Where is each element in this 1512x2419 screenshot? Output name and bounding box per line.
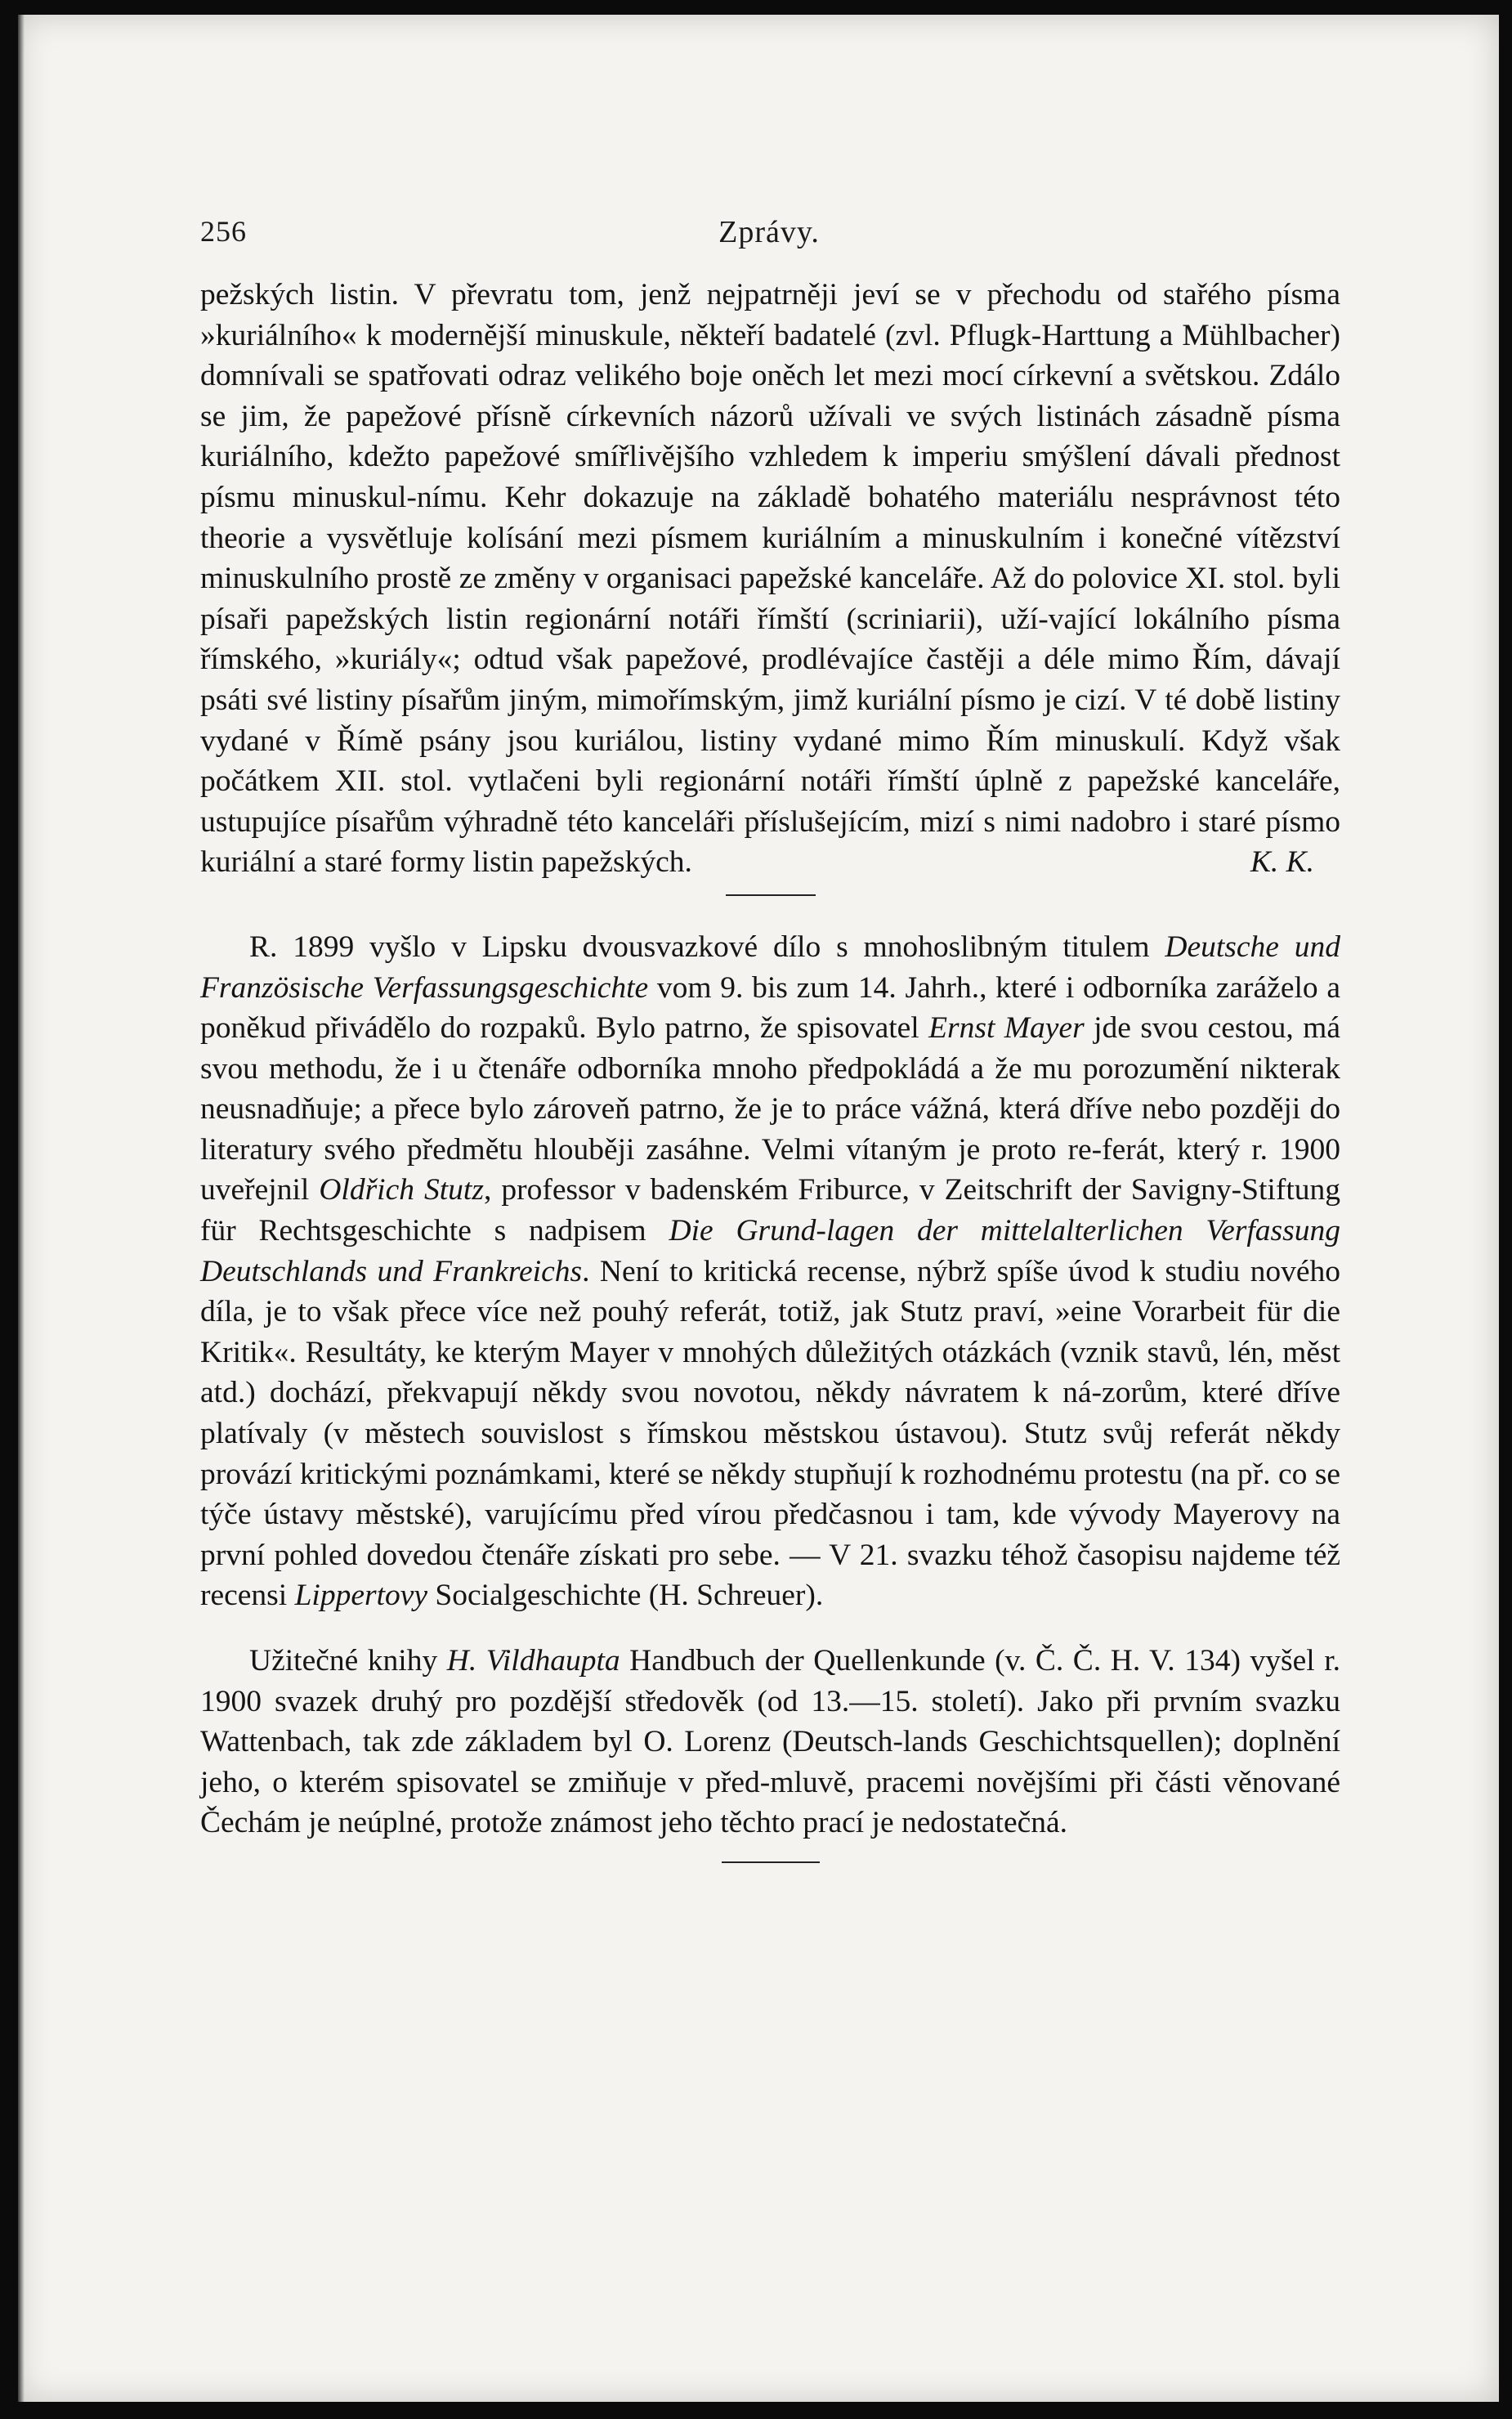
scanned-page: [18, 15, 1499, 2402]
body-text: [200, 275, 1340, 1863]
book-title: Deutsche und Französische Verfassungsgeschichte: [200, 930, 1340, 1005]
paragraph-3-run: Handbuch der Quellenkunde (v. Č. Č. H. V. 134) vyšel r. 1900 svazek druhý pro pozdější středověk (od 13.—15. století). Jako při prvním svazku Wattenbach, tak zde základem byl O. Lorenz (Deutsch-lands Geschichtsquellen); doplnění jeho, o kterém spisovatel se zmiňuje v před-mluvě, pracemi novějšími při části věnované Čechám je neúplné, protože známost jeho těchto prací je nedostatečná.: [200, 1644, 1340, 1840]
paragraph-2: [200, 927, 1340, 1616]
paragraph-2-run: vom 9. bis zum 14. Jahrh., které i odborníka zaráželo a poněkud přivádělo do rozpaků. Bylo patrno, že spisovatel: [200, 970, 1340, 1046]
section-divider: [722, 1861, 820, 1863]
running-head: Zprávy.: [718, 215, 820, 249]
author-name: H. Vildhaupta: [446, 1644, 620, 1678]
paragraph-1-text: pežských listin. V převratu tom, jenž nejpatrněji jeví se v přechodu od stařého písma »kuriálního« k modernější minuskule, někteří badatelé (zvl. Pflugk-Harttung a Mühlbacher) domnívali se spatřovati odraz velikého boje oněch let mezi mocí církevní a světskou. Zdálo se jim, že papežové přísně církevních názorů užívali ve svých listinách zásadně písma kuriálního, kdežto papežové smířlivějšího vzhledem k imperiu smýšlení dávali přednost písmu minuskul-nímu. Kehr dokazuje na základě bohatého materiálu nesprávnost této theorie a vysvětluje kolísání mezi písmem kuriálním a minuskulním i konečné vítězství minuskulního prostě ze změny v organisaci papežské kanceláře. Až do polovice XI. stol. byli písaři papežských listin regionární notáři římští (scriniarii), uží-vající lokálního písma římského, »kuriály«; odtud však papežové, prodlévajíce častěji a déle mimo Řím, dávají psáti své listiny písařům jiným, mimořímským, jimž kuriální písmo je cizí. V té době listiny vydané v Římě psány jsou kuriálou, listiny vydané mimo Řím minuskulí. Když však počátkem XII. stol. vytlačeni byli regionární notáři římští úplně z papežské kanceláře, ustupujíce písařům výhradně této kanceláři příslušejícím, mizí s nimi nadobro i staré písmo kuriální a staré formy listin papežských.: [200, 278, 1340, 880]
paragraph-3-run: Užitečné knihy: [249, 1644, 447, 1678]
paragraph-2-run: jde svou cestou, má svou methodu, že i u čtenáře odborníka mnoho předpokládá a že mu porozumění nikterak neusnadňuje; a přece bylo zároveň patrno, že je to práce vážná, která dříve nebo později do literatury svého předmětu hlouběji zasáhne. Velmi vítaným je proto re-ferát, který r. 1900 uveřejnil: [200, 1011, 1340, 1207]
section-divider: [726, 894, 816, 896]
page-number: 256: [200, 215, 247, 248]
author-name: Lippertovy: [294, 1579, 428, 1613]
paragraph-gap: [200, 1616, 1340, 1641]
paragraph-2-run: R. 1899 vyšlo v Lipsku dvousvazkové dílo s mnohoslibným titulem: [249, 930, 1165, 964]
article-title: Die Grund-lagen der mittelalterlichen Verfassung Deutschlands und Frankreichs: [200, 1214, 1340, 1288]
paragraph-1: [200, 275, 1340, 883]
paragraph-2-run: , professor v badenském Friburce, v Zeitschrift der Savigny-Stiftung für Rechtsgeschichte s nadpisem: [200, 1173, 1340, 1248]
paragraph-2-run: . Není to kritická recense, nýbrž spíše úvod k studiu nového díla, je to však přece více než pouhý referát, totiž, jak Stutz praví, »eine Vorarbeit für die Kritik«. Resultáty, ke kterým Mayer v mnohých důležitých otázkách (vznik stavů, lén, měst atd.) dochází, překvapují někdy svou novotou, někdy návratem k ná-zorům, které dříve platívaly (v městech souvislost s římskou městskou ústavou). Stutz svůj referát někdy provází kritickými poznámkami, které se někdy stupňují k rozhodnému protestu (na př. co se týče ústavy městské), varujícímu před vírou předčasnou i tam, kde vývody Mayerovy na první pohled dovedou čtenáře získati pro sebe. — V 21. svazku téhož časopisu najdeme též recensi: [200, 1254, 1341, 1613]
signature: K. K.: [1250, 845, 1314, 880]
page-header: [200, 214, 1338, 255]
paragraph-2-run: Socialgeschichte (H. Schreuer).: [427, 1579, 824, 1613]
page-edge-shadow: [18, 15, 25, 2402]
paragraph-3: [200, 1641, 1340, 1843]
author-name: Oldřich Stutz: [319, 1173, 484, 1207]
author-name: Ernst Mayer: [928, 1011, 1085, 1046]
